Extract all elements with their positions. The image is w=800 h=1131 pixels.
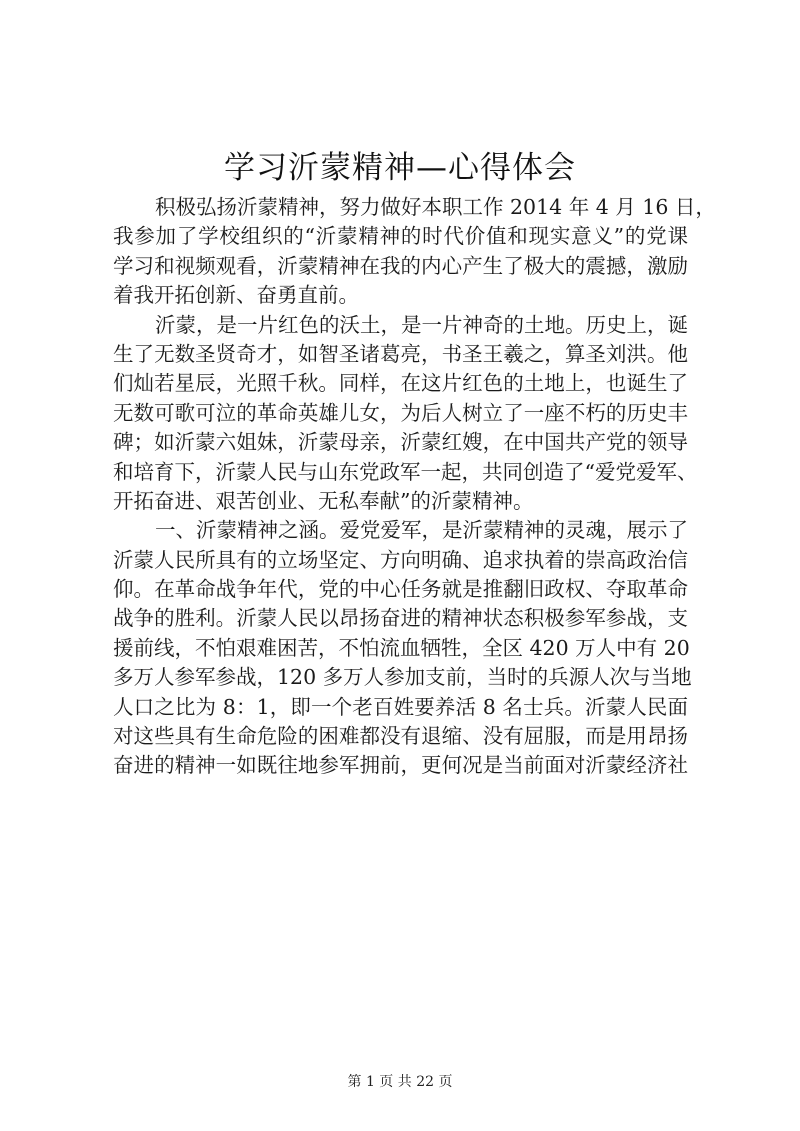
page-footer: 第 1 页 共 22 页 bbox=[347, 1074, 453, 1090]
paragraph bbox=[113, 311, 698, 517]
text-line: 们灿若星辰，光照千秋。同样，在这片红色的土地上，也诞生了 bbox=[113, 371, 688, 396]
text-line: 人口之比为 8：1，即一个老百姓要养活 8 名士兵。沂蒙人民面 bbox=[113, 694, 688, 719]
paragraph bbox=[113, 516, 692, 781]
text-line: 碑；如沂蒙六姐妹，沂蒙母亲，沂蒙红嫂，在中国共产党的领导 bbox=[113, 430, 688, 455]
text-line: 仰。在革命战争年代，党的中心任务就是推翻旧政权、夺取革命 bbox=[113, 577, 688, 602]
text-line: 积极弘扬沂蒙精神，努力做好本职工作 2014 年 4 月 16 日， bbox=[155, 195, 716, 219]
text-line: 学习和视频观看，沂蒙精神在我的内心产生了极大的震撼，激励 bbox=[113, 253, 688, 278]
text-line: 沂蒙，是一片红色的沃土，是一片神奇的土地。历史上，诞 bbox=[155, 312, 688, 337]
text-line: 生了无数圣贤奇才，如智圣诸葛亮，书圣王羲之，算圣刘洪。他 bbox=[113, 341, 688, 366]
text-line: 和培育下，沂蒙人民与山东党政军一起，共同创造了“爱党爱军、 bbox=[113, 459, 698, 484]
text-line: 奋进的精神一如既往地参军拥前，更何况是当前面对沂蒙经济社 bbox=[113, 753, 688, 778]
text-line: 着我开拓创新、奋勇直前。 bbox=[113, 283, 359, 308]
text-line: 援前线，不怕艰难困苦，不怕流血牺牲，全区 420 万人中有 20 bbox=[113, 635, 690, 660]
text-line: 对这些具有生命危险的困难都没有退缩、没有屈服，而是用昂扬 bbox=[113, 724, 688, 749]
document-title: 学习沂蒙精神—心得体会 bbox=[224, 150, 576, 186]
text-line: 我参加了学校组织的“沂蒙精神的时代价值和现实意义”的党课 bbox=[113, 224, 688, 249]
text-line: 开拓奋进、艰苦创业、无私奉献”的沂蒙精神。 bbox=[113, 488, 534, 513]
text-line: 多万人参军参战，120 多万人参加支前，当时的兵源人次与当地 bbox=[113, 665, 692, 690]
paragraph bbox=[113, 193, 716, 311]
text-line: 战争的胜利。沂蒙人民以昂扬奋进的精神状态积极参军参战，支 bbox=[113, 606, 688, 631]
text-line: 无数可歌可泣的革命英雄儿女，为后人树立了一座不朽的历史丰 bbox=[113, 400, 688, 425]
text-line: 一、沂蒙精神之涵。爱党爱军，是沂蒙精神的灵魂，展示了 bbox=[155, 518, 688, 543]
document-body bbox=[113, 193, 716, 781]
text-line: 沂蒙人民所具有的立场坚定、方向明确、追求执着的崇高政治信 bbox=[113, 547, 688, 572]
